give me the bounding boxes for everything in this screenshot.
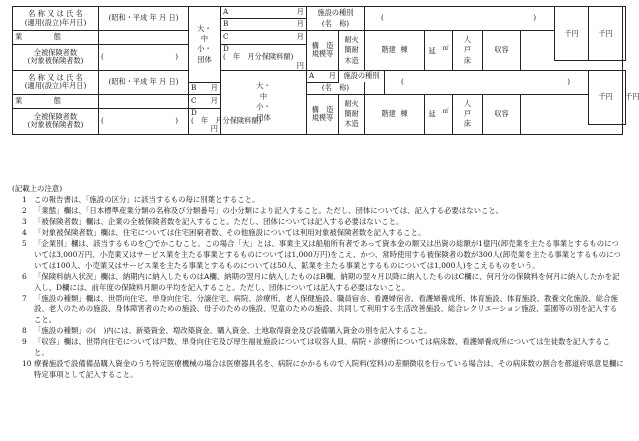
note-item: 9 「収容」欄は、世帯向住宅については戸数、単身向住宅及び厚生福祉施設については収容人員、病院・診療所については病床数、看護婦養成所については生徒数を記入すること。	[22, 337, 610, 358]
block1-era-date[interactable]: (昭和・平成 年 月 日)	[99, 7, 189, 31]
block1-row-b[interactable]: B 月	[221, 19, 307, 31]
block2-org-large[interactable]: 大	[256, 81, 264, 91]
note-item: 4 「対象被保険者数」欄は、住宅については住宅困窮者数、その他施設については利用対象被保険者数を記入すること。	[22, 227, 426, 237]
application-form	[12, 6, 639, 135]
block1-total-area[interactable]: 延 ㎡	[425, 31, 453, 71]
notes-title: (記載上の注意)	[12, 184, 63, 193]
block2-business-label: 業 態	[13, 94, 99, 108]
note-item: 1 この報告書は、「施設の区分」に該当するもの毎に別葉とすること。	[22, 194, 260, 204]
block2-capacity[interactable]: 人 戸 床	[453, 94, 483, 134]
block2-row-c[interactable]: C 月	[189, 94, 221, 108]
form-table	[12, 6, 639, 135]
block2-row-a[interactable]: A 月	[307, 70, 339, 82]
block2-structure-type[interactable]: 耐火 簡耐 木造	[339, 94, 365, 134]
block2-name-label: 名 称 又 は 氏 名	[28, 73, 83, 83]
block1-applied-label: (適用(設立)年月日)	[24, 17, 87, 27]
block1-row-d[interactable]: D ( 年 月分保険料額) 円	[221, 45, 307, 71]
block1-org-group[interactable]: 団体	[197, 54, 212, 64]
block2-row-d[interactable]: D ( 年 月分保険料額) 円	[189, 108, 221, 134]
block2-org-group[interactable]: 団体	[256, 112, 271, 122]
block2-capacity-label: 収容	[483, 94, 521, 134]
block1-facility-input[interactable]: ( )	[365, 7, 555, 31]
note-item: 3 「被保険者数」欄は、企業の全被保険者数を記入すること。ただし、団体については記入する必要はないこと。	[22, 216, 404, 226]
block1-org-type[interactable]: 大・ 中 小・ 団体	[189, 7, 221, 83]
block1-business-label: 業 態	[13, 31, 99, 45]
block2-facility-name-label: (名 称)	[307, 82, 365, 94]
block1-structure-label: 構 造 規模等	[307, 31, 339, 71]
block2-amount-spacer	[521, 125, 623, 134]
block2-facility-input[interactable]: ( )	[385, 70, 589, 94]
block1-capacity-label: 収容	[483, 31, 521, 71]
block2-amount-1[interactable]: 千円	[589, 70, 623, 124]
note-item: 7 「施設の種類」欄は、世帯向住宅、単身向住宅、分譲住宅、病院、診療所、老人保健施設、職員宿舎、看護婦宿舎、看護婦養成所、体育施設、体育施設、教養文化施設、総合施設、老人のための施設、身体障害者のための施設、母子のための施設、児童のための施設、共同して利用する生活改善施設、総合レクリエーション施設、霊園等の別を記入すること。	[22, 293, 618, 325]
block2-org-medium[interactable]: 中	[259, 91, 268, 101]
block1-row-a[interactable]: A 月	[221, 7, 307, 19]
block1-insured-input[interactable]: ( )	[99, 45, 189, 71]
block2-org-small[interactable]: 小	[256, 102, 264, 112]
block2-total-area[interactable]: 延 ㎡	[425, 94, 453, 134]
notes-section	[12, 184, 624, 381]
block1-insured-label: 全被保険者数 (対象被保険者数)	[13, 45, 99, 71]
block2-era-date[interactable]: (昭和・平成 年 月 日)	[99, 70, 189, 94]
block1-facility-name-label: (名 称)	[307, 19, 365, 31]
block2-insured-label: 全被保険者数 (対象被保険者数)	[13, 108, 99, 134]
block1-structure-type[interactable]: 耐火 簡耐 木造	[339, 31, 365, 71]
block2-floors[interactable]: 階建 棟	[365, 94, 425, 134]
block1-amount-3[interactable]	[623, 7, 626, 61]
block1-name-cell[interactable]	[13, 7, 99, 31]
note-item: 5 「企業別」欄は、該当するものを◯でかこむこと。この場合「大」とは、事業主又は船舶所有者であって資本金の額又は出資の総額が1億円(卸売業を主たる事業とするものについては3,000万円、小売業又はサービス業を主たる事業とするものについては1,000万円)をこえ、かつ、常時使用する被保険者の数が300人(卸売業を主たる事業とするものについては100人、小売業又はサービス業を主たる事業とするものについては50人、鉱業を主たる事業とするものについては1,000人)をこえるものをいう。	[22, 238, 621, 270]
block2-structure-label: 構 造 規模等	[307, 94, 339, 134]
block2-business-input[interactable]	[99, 94, 189, 108]
block1-amount-2[interactable]: 千円	[589, 7, 623, 61]
note-item: 2 「業態」欄は、「日本標準産業分類の名称及び分類番号」の小分類により記入すること。ただし、団体については、記入する必要はないこと。	[22, 205, 504, 215]
block1-name-label: 名 称 又 は 氏 名	[28, 9, 83, 19]
block2-applied-label: (適用(設立)年月日)	[24, 81, 87, 91]
block1-business-input[interactable]	[99, 31, 189, 45]
block1-org-large[interactable]: 大	[197, 23, 205, 33]
block1-floors[interactable]: 階建 棟	[365, 31, 425, 71]
block1-row-c[interactable]: C 月	[221, 31, 307, 45]
block1-org-small[interactable]: 小	[197, 44, 205, 54]
block2-insured-input[interactable]: ( )	[99, 108, 189, 134]
note-item: 6 「保険料納入状況」欄は、納期内に納入したものはA欄、納期の翌月に納入したものはB欄、納期の翌々月以降に納入したものはC欄に、何月分の保険料を何月に納入したかを記入し、D欄には、前年度の保険料月額の平均を記入すること。ただし、団体については記入する必要はないこと。	[22, 271, 620, 292]
block2-amount-2[interactable]: 千円	[623, 70, 626, 124]
block2-name-cell[interactable]	[13, 70, 99, 94]
block1-facility-type-label: 施設の種別	[307, 7, 365, 19]
block2-org-type[interactable]: 大・ 中 小・ 団体	[221, 70, 307, 134]
block1-org-medium[interactable]: 中	[200, 33, 209, 43]
block2-facility-type-label: 施設の種別	[339, 70, 385, 82]
note-item: 10 療養施設で設備備品購入資金のうち特定医療機械の場合は医療器具名を、病院にかかるもので入院料(室料)の差額徴収を行っている場合は、その病床数の割合を都道府県意見欄に特定事項として記入すること。	[22, 359, 624, 380]
block1-capacity[interactable]: 人 戸 床	[453, 31, 483, 71]
block1-amount-spacer	[521, 61, 623, 70]
note-item: 8 「施設の種類」の( )内には、新築資金、増改築資金、購入資金、土地取得資金及び設備購入資金の別を記入すること。	[22, 326, 432, 336]
block1-amount-1[interactable]: 千円	[555, 7, 589, 61]
block2-row-b[interactable]: B 月	[189, 82, 221, 94]
